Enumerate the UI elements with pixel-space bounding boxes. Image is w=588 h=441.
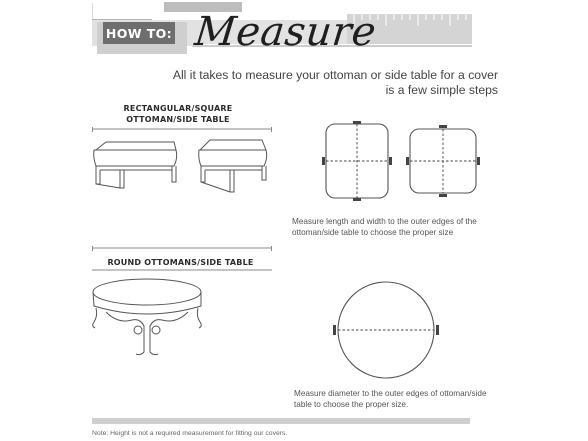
section-divider [92,246,272,252]
page-title: Measure [192,9,379,55]
footer-note: Note: Height is not a required measurement for fitting our covers. [92,430,288,437]
square-measure-diagram [404,124,482,198]
circle-measure-diagram [330,278,442,382]
rectangle-measure-diagram [320,120,394,202]
how-to-badge: HOW TO: [103,22,175,44]
section-title-rectangular [108,103,248,125]
rectangular-caption [292,216,522,238]
section-title-round: ROUND OTTOMANS/SIDE TABLE [107,258,254,267]
intro-text: All it takes to measure your ottoman or side table for a cover is a few simple steps [172,68,498,97]
round-ottoman-illustration [88,276,208,358]
caption-line: Measure length and width to the outer edges of the [292,217,477,226]
caption-line: ottoman/side table to choose the proper size [292,228,454,237]
section-title-line: RECTANGULAR/SQUARE [123,104,233,113]
square-ottoman-illustration [196,136,272,198]
round-caption [294,388,524,410]
section-title-line: OTTOMAN/SIDE TABLE [126,115,230,124]
caption-line: Measure diameter to the outer edges of ottoman/side [294,389,487,398]
section-divider [92,269,272,273]
section-divider [92,127,272,133]
caption-line: table to choose the proper size. [294,400,409,409]
rectangular-ottoman-illustration [90,136,182,198]
footer-divider [92,418,470,424]
